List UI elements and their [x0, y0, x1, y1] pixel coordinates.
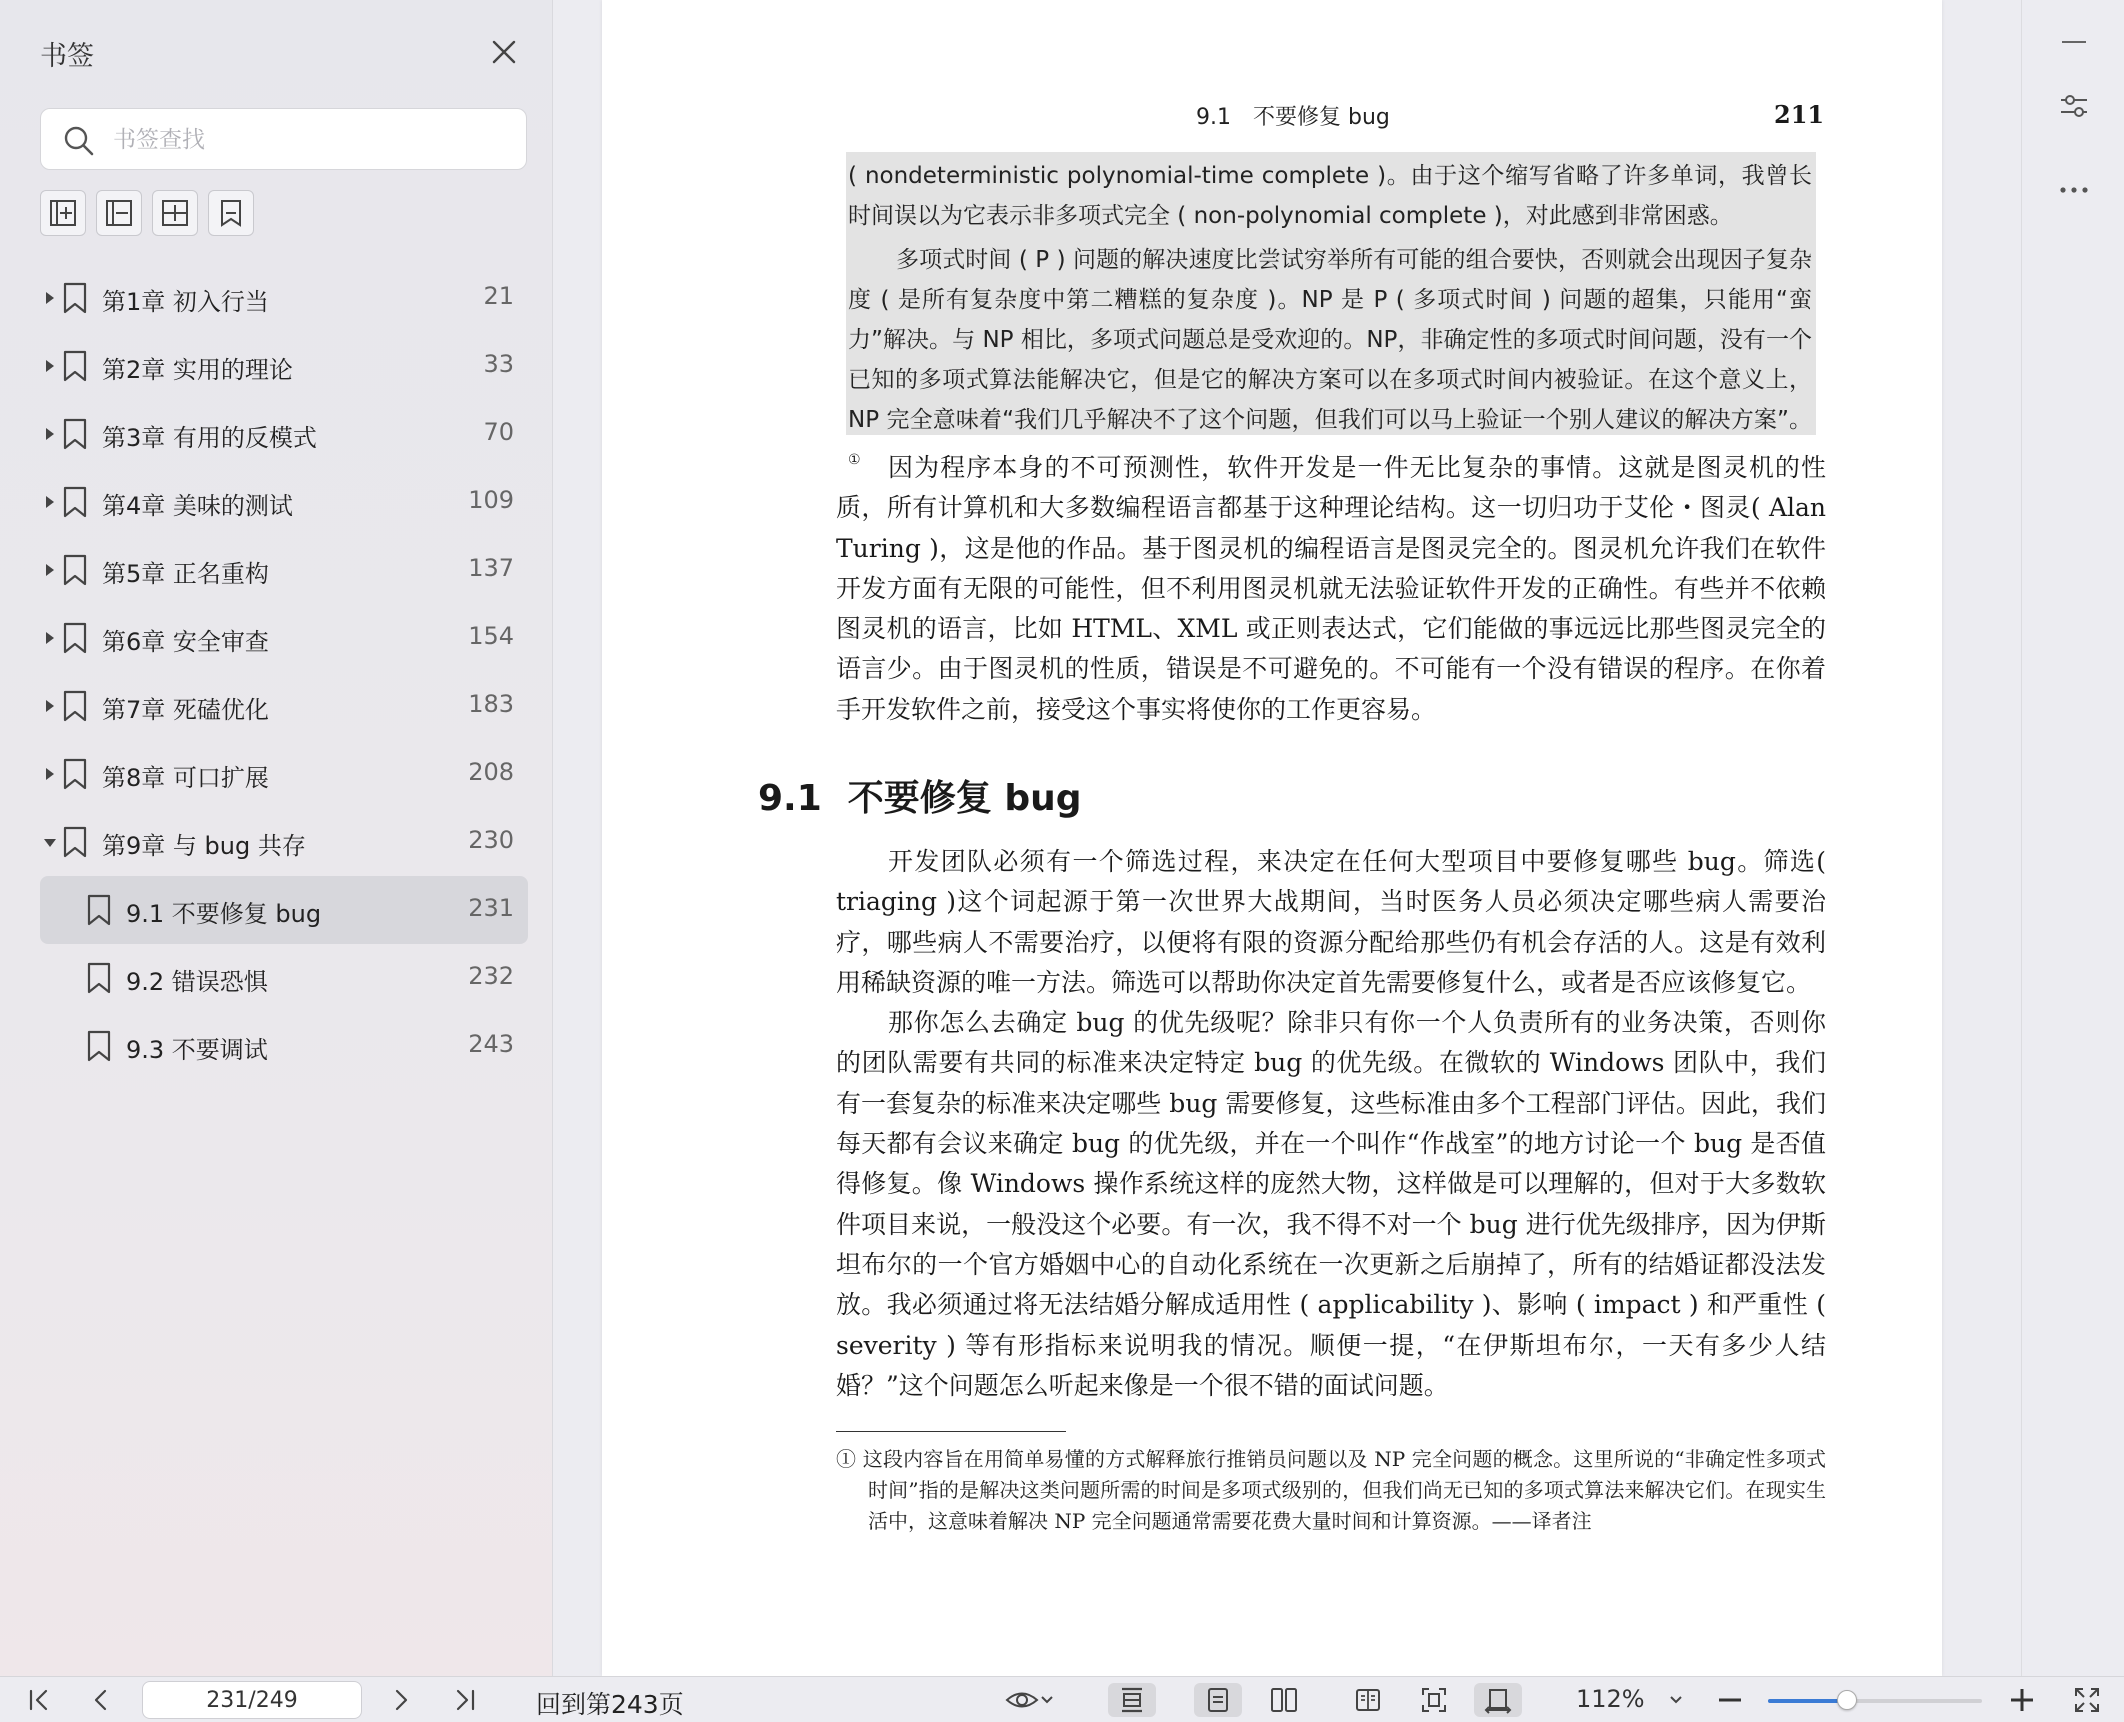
first-page-button[interactable] — [22, 1683, 56, 1717]
bookmark-label: 第1章 初入行当 — [102, 288, 269, 316]
single-page-icon — [1205, 1686, 1231, 1714]
close-icon — [488, 36, 520, 68]
bookmark-icon — [62, 690, 88, 722]
body-paragraph-2-block — [836, 842, 1826, 1406]
expand-arrow-right-icon[interactable] — [46, 360, 54, 372]
eye-icon — [1005, 1687, 1039, 1713]
bookmark-icon — [62, 418, 88, 450]
section-heading — [758, 770, 1107, 821]
view-mode-dropdown[interactable] — [1000, 1683, 1060, 1717]
bookmark-item[interactable] — [40, 672, 528, 740]
bookmark-page-number: 243 — [468, 1030, 514, 1058]
running-head: 9.1 不要修复 bug — [1196, 105, 1390, 130]
bookmark-icon — [62, 282, 88, 314]
bookmark-label: 第6章 安全审查 — [102, 628, 269, 656]
document-viewport[interactable] — [554, 0, 2020, 1676]
fullscreen-icon — [2073, 1686, 2101, 1714]
bookmark-page-number: 109 — [468, 486, 514, 514]
bookmark-sidebar — [0, 0, 553, 1676]
sidebar-title: 书签 — [40, 41, 94, 72]
zoom-out-button[interactable] — [1714, 1683, 1746, 1717]
zoom-dropdown-button[interactable] — [1664, 1683, 1688, 1717]
bookmark-label: 第9章 与 bug 共存 — [102, 832, 306, 860]
bookmark-icon — [86, 962, 112, 994]
search-icon — [63, 125, 95, 157]
expand-arrow-right-icon[interactable] — [46, 632, 54, 644]
fit-width-icon — [1484, 1686, 1512, 1714]
body-paragraph-2: 开发团队必须有一个筛选过程，来决定在任何大型项目中要修复哪些 bug。筛选( triaging )这个词起源于第一次世界大战期间，当时医务人员必须决定哪些病人需要治疗，哪些病人不需要治疗，以便将有限的资源分配给那些仍有机会存活的人。这是有效利用稀缺资源的唯一方法。筛选可以帮助你决定首先需要修复什么，或者是否应该修复它。 — [836, 847, 1826, 997]
bookmark-label: 9.2 错误恐惧 — [126, 968, 268, 996]
expand-arrow-right-icon[interactable] — [46, 564, 54, 576]
first-page-icon — [26, 1687, 52, 1713]
body-paragraph-3: 那你怎么去确定 bug 的优先级呢？除非只有你一个人负责所有的业务决策，否则你的团队需要有共同的标准来决定特定 bug 的优先级。在微软的 Windows 团队中，我们有一套复杂的标准来决定哪些 bug 需要修复，这些标准由多个工程部门评估。因此，我们每天都有会议来确定 bug 的优先级，并在一个叫作“作战室”的地方讨论一个 bug 是否值得修复。像 Windows 操作系统这样的庞然大物，这样做是可以理解的，但对于大多数软件项目来说，一般没这个必要。有一次，我不得不对一个 bug 进行优先级排序，因为伊斯坦布尔的一个官方婚姻中心的自动化系统在一次更新之后崩掉了，所有的结婚证都没法发放。我必须通过将无法结婚分解成适用性 ( applicability )、影响 ( impact ) 和严重性 ( severity ) 等有形指标来说明我的情况。顺便一提，“在伊斯坦布尔，一天有多少人结婚？”这个问题怎么听起来像是一个很不错的面试问题。 — [836, 1008, 1826, 1400]
footnote-marker[interactable]: ① — [848, 452, 861, 468]
remove-bookmark-button[interactable] — [96, 190, 142, 236]
body-paragraph-1: 因为程序本身的不可预测性，软件开发是一件无比复杂的事情。这就是图灵机的性质，所有计算机和大多数编程语言都基于这种理论结构。这一切归功于艾伦・图灵( Alan Turing )，这是他的作品。基于图灵机的编程语言是图灵完全的。图灵机允许我们在软件开发方面有无限的可能性，但不利用图灵机就无法验证软件开发的正确性。有些并不依赖图灵机的语言，比如 HTML、XML 或正则表达式，它们能做的事远远比那些图灵完全的语言少。由于图灵机的性质，错误是不可避免的。不可能有一个没有错误的程序。在你着手开发软件之前，接受这个事实将使你的工作更容易。 — [836, 453, 1826, 724]
bookmark-item[interactable] — [40, 1012, 528, 1080]
prev-page-button[interactable] — [84, 1683, 118, 1717]
expand-arrow-right-icon[interactable] — [46, 700, 54, 712]
settings-sliders-icon — [2058, 90, 2090, 122]
fit-width-button[interactable] — [1474, 1683, 1522, 1717]
bookmark-item[interactable] — [40, 536, 528, 604]
add-bookmark-icon — [48, 198, 78, 228]
bookmark-icon — [86, 1030, 112, 1062]
expand-arrow-right-icon[interactable] — [46, 768, 54, 780]
bookmark-search-box[interactable] — [40, 108, 527, 170]
fit-page-button[interactable] — [1410, 1683, 1458, 1717]
expand-arrow-right-icon[interactable] — [46, 496, 54, 508]
bookmark-item[interactable] — [40, 332, 528, 400]
chevron-down-icon — [1039, 1692, 1055, 1708]
bookmark-toolbar — [40, 190, 254, 236]
shaded-paragraph-1: ( nondeterministic polynomial-time complete )。由于这个缩写省略了许多单词，我曾长时间误以为它表示非多项式完全 ( non-polynomial complete )，对此感到非常困惑。 — [848, 163, 1812, 229]
footnote-divider — [836, 1431, 1066, 1432]
new-bookmark-button[interactable] — [208, 190, 254, 236]
insert-bookmark-icon — [160, 198, 190, 228]
bookmark-list — [40, 264, 528, 1080]
bookmark-item[interactable] — [40, 400, 528, 468]
bookmark-page-number: 21 — [483, 282, 514, 310]
bookmark-label: 第7章 死磕优化 — [102, 696, 269, 724]
document-page — [602, 0, 1942, 1676]
bookmark-page-number: 70 — [483, 418, 514, 446]
footnote: ① 这段内容旨在用简单易懂的方式解释旅行推销员问题以及 NP 完全问题的概念。这里所说的“非确定性多项式时间”指的是解决这类问题所需的时间是多项式级别的，但我们尚无已知的多项式算法来解决它们。在现实生活中，这意味着解决 NP 完全问题通常需要花费大量时间和计算资源。——译者注 — [836, 1447, 1826, 1533]
two-page-button[interactable] — [1260, 1683, 1308, 1717]
expand-arrow-down-icon[interactable] — [44, 839, 56, 847]
zoom-slider-fill — [1768, 1699, 1847, 1703]
zoom-in-button[interactable] — [2006, 1683, 2038, 1717]
bookmark-page-number: 232 — [468, 962, 514, 990]
settings-button[interactable] — [2056, 88, 2092, 124]
goto-page-link[interactable]: 回到第243页 — [536, 1690, 684, 1719]
more-icon — [2058, 174, 2090, 206]
page-number-input[interactable] — [142, 1681, 362, 1719]
bookmark-item[interactable] — [40, 468, 528, 536]
bookmark-label: 第2章 实用的理论 — [102, 356, 293, 384]
bookmark-page-number: 154 — [468, 622, 514, 650]
prev-page-icon — [88, 1687, 114, 1713]
bookmark-label: 第4章 美味的测试 — [102, 492, 293, 520]
bookmark-search-input[interactable] — [113, 119, 513, 161]
fit-page-icon — [1420, 1686, 1448, 1714]
bookmark-label: 第8章 可口扩展 — [102, 764, 269, 792]
next-page-button[interactable] — [384, 1683, 418, 1717]
bookmark-icon — [62, 758, 88, 790]
body-paragraph-1-block — [836, 448, 1826, 730]
bookmark-icon — [62, 622, 88, 654]
bookmark-icon — [62, 826, 88, 858]
last-page-button[interactable] — [448, 1683, 482, 1717]
bookmark-page-number: 183 — [468, 690, 514, 718]
bookmark-page-number: 137 — [468, 554, 514, 582]
insert-bookmark-button[interactable] — [152, 190, 198, 236]
bookmark-icon — [62, 554, 88, 586]
minimize-panel-button[interactable] — [2056, 24, 2092, 60]
page-number: 211 — [1774, 100, 1825, 129]
remove-bookmark-icon — [104, 198, 134, 228]
bookmark-label: 9.1 不要修复 bug — [126, 900, 322, 928]
expand-arrow-right-icon[interactable] — [46, 428, 54, 440]
bookmark-item[interactable] — [40, 604, 528, 672]
minimize-icon — [2059, 27, 2089, 57]
chevron-down-icon — [1668, 1692, 1684, 1708]
fit-height-button[interactable] — [1108, 1683, 1156, 1717]
zoom-out-icon — [1717, 1687, 1743, 1713]
bookmark-label: 9.3 不要调试 — [126, 1036, 268, 1064]
bookmark-item[interactable] — [40, 264, 528, 332]
bookmark-page-number: 33 — [483, 350, 514, 378]
bookmark-label: 第3章 有用的反模式 — [102, 424, 317, 452]
zoom-in-icon — [2009, 1687, 2035, 1713]
add-bookmark-button[interactable] — [40, 190, 86, 236]
bookmark-item[interactable] — [40, 740, 528, 808]
zoom-slider-handle[interactable] — [1837, 1690, 1857, 1710]
close-sidebar-button[interactable] — [488, 36, 520, 68]
bottom-toolbar — [0, 1676, 2124, 1722]
more-button[interactable] — [2056, 172, 2092, 208]
single-page-button[interactable] — [1194, 1683, 1242, 1717]
fullscreen-button[interactable] — [2070, 1683, 2104, 1717]
right-toolbar — [2021, 0, 2124, 1676]
book-view-icon — [1354, 1686, 1382, 1714]
bookmark-item[interactable] — [40, 808, 528, 876]
shaded-paragraph-2-text: 多项式时间 ( P ) 问题的解决速度比尝试穷举所有可能的组合要快，否则就会出现因子复杂度 ( 是所有复杂度中第二糟糕的复杂度 )。NP 是 P ( 多项式时间 ) 问题的超集，只能用“蛮力”解决。与 NP 相比，多项式问题总是受欢迎的。NP，非确定性的多项式时间问题，没有一个已知的多项式算法能解决它，但是它的解决方案可以在多项式时间内被验证。在这个意义上，NP 完全意味着“我们几乎解决不了这个问题，但我们可以马上验证一个别人建议的解决方案”。 — [848, 247, 1812, 433]
two-page-icon — [1269, 1686, 1299, 1714]
bookmark-item[interactable] — [40, 876, 528, 944]
expand-arrow-right-icon[interactable] — [46, 292, 54, 304]
last-page-icon — [452, 1687, 478, 1713]
bookmark-page-number: 231 — [468, 894, 514, 922]
zoom-level[interactable]: 112% — [1576, 1685, 1645, 1713]
section-number: 9.1 — [758, 778, 822, 819]
shaded-note-box — [846, 152, 1816, 468]
bookmark-label: 第5章 正名重构 — [102, 560, 269, 588]
bookmark-icon — [86, 894, 112, 926]
bookmark-page-number: 230 — [468, 826, 514, 854]
bookmark-icon — [62, 350, 88, 382]
bookmark-icon — [216, 198, 246, 228]
section-title: 不要修复 bug — [847, 778, 1082, 819]
fit-height-icon — [1118, 1686, 1146, 1714]
bookmark-page-number: 208 — [468, 758, 514, 786]
bookmark-icon — [62, 486, 88, 518]
book-view-button[interactable] — [1344, 1683, 1392, 1717]
bookmark-item[interactable] — [40, 944, 528, 1012]
next-page-icon — [388, 1687, 414, 1713]
zoom-slider[interactable] — [1768, 1699, 1982, 1703]
